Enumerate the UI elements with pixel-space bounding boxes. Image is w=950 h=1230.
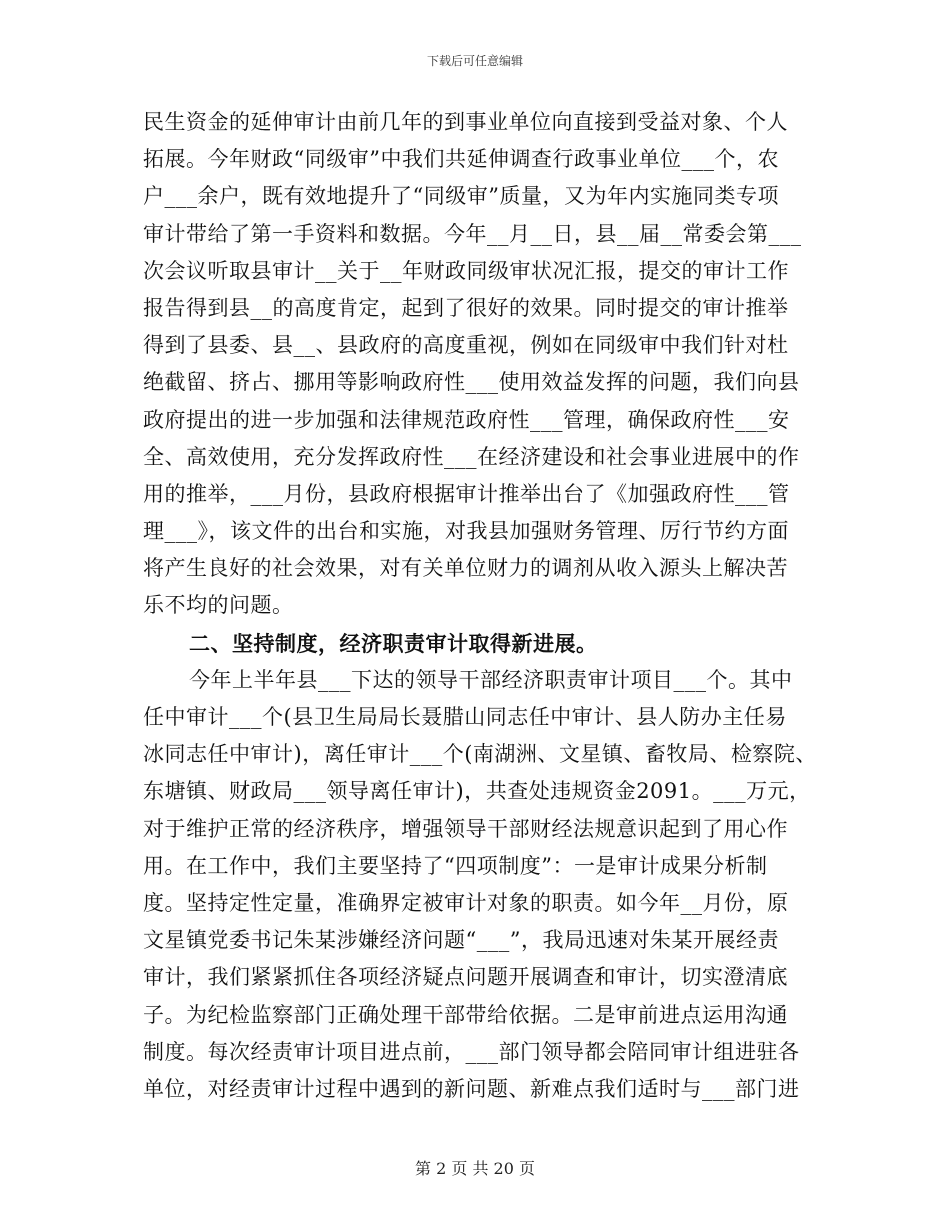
page-number: 第 2 页 共 20 页	[415, 1159, 535, 1178]
body-line: 审计，我们紧紧抓住各项经济疑点问题开展调查和审计，切实澄清底	[143, 965, 788, 990]
body-line: 乐不均的问题。	[143, 593, 294, 618]
body-line: 拓展。今年财政“同级审”中我们共延伸调查行政事业单位___个，农	[143, 147, 779, 172]
paragraph-first-line: 今年上半年县___下达的领导干部经济职责审计项目___个。其中	[189, 667, 793, 692]
document-body	[143, 104, 815, 1108]
body-line: 对于维护正常的经济秩序，增强领导干部财经法规意识起到了用心作	[143, 816, 788, 841]
body-line: 用的推举，___月份，县政府根据审计推举出台了《加强政府性___管	[143, 481, 790, 506]
body-line: 将产生良好的社会效果，对有关单位财力的调剂从收入源头上解决苦	[143, 556, 788, 581]
page-header-note: 下载后可任意编辑	[426, 54, 523, 68]
body-line: 政府提出的进一步加强和法律规范政府性___管理，确保政府性___安	[143, 407, 790, 432]
body-line: 文星镇党委书记朱某涉嫌经济问题“___”，我局迅速对朱某开展经责	[143, 928, 779, 953]
body-line: 民生资金的延伸审计由前几年的到事业单位向直接到受益对象、个人	[143, 110, 788, 134]
body-line: 次会议听取县审计__关于__年财政同级审状况汇报，提交的审计工作	[143, 258, 789, 283]
body-line: 绝截留、挤占、挪用等影响政府性___使用效益发挥的问题，我们向县	[143, 370, 800, 395]
body-line: 度。坚持定性定量，准确界定被审计对象的职责。如今年__月份，原	[143, 890, 789, 915]
body-line: 任中审计___个(县卫生局局长聂腊山同志任中审计、县人防办主任易	[143, 705, 787, 729]
body-line: 理___》，该文件的出台和实施，对我县加强财务管理、厉行节约方面	[143, 519, 789, 544]
body-line: 得到了县委、县__、县政府的高度重视，例如在同级审中我们针对杜	[143, 333, 789, 358]
body-line: 冰同志任中审计)，离任审计___个(南湖洲、文星镇、畜牧局、检察院、	[143, 742, 817, 767]
body-line: 单位，对经责审计过程中遇到的新问题、新难点我们适时与___部门进	[143, 1076, 800, 1101]
body-line: 东塘镇、财政局___领导离任审计)，共查处违规资金2091。___万元，	[143, 779, 811, 804]
body-line: 用。在工作中，我们主要坚持了“四项制度”：一是审计成果分析制	[143, 853, 768, 878]
body-line: 全、高效使用，充分发挥政府性___在经济建设和社会事业进展中的作	[143, 444, 800, 469]
body-line: 户___余户，既有效地提升了“同级审”质量，又为年内实施同类专项	[143, 184, 779, 209]
body-line: 制度。每次经责审计项目进点前，___部门领导都会陪同审计组进驻各	[143, 1039, 800, 1064]
section-heading: 二、坚持制度，经济职责审计取得新进展。	[189, 630, 598, 656]
body-line: 审计带给了第一手资料和数据。今年__月__日，县__届__常委会第___	[143, 221, 802, 246]
body-line: 子。为纪检监察部门正确处理干部带给依据。二是审前进点运用沟通	[143, 1002, 788, 1027]
body-line: 报告得到县__的高度肯定，起到了很好的效果。同时提交的审计推举	[143, 295, 789, 320]
